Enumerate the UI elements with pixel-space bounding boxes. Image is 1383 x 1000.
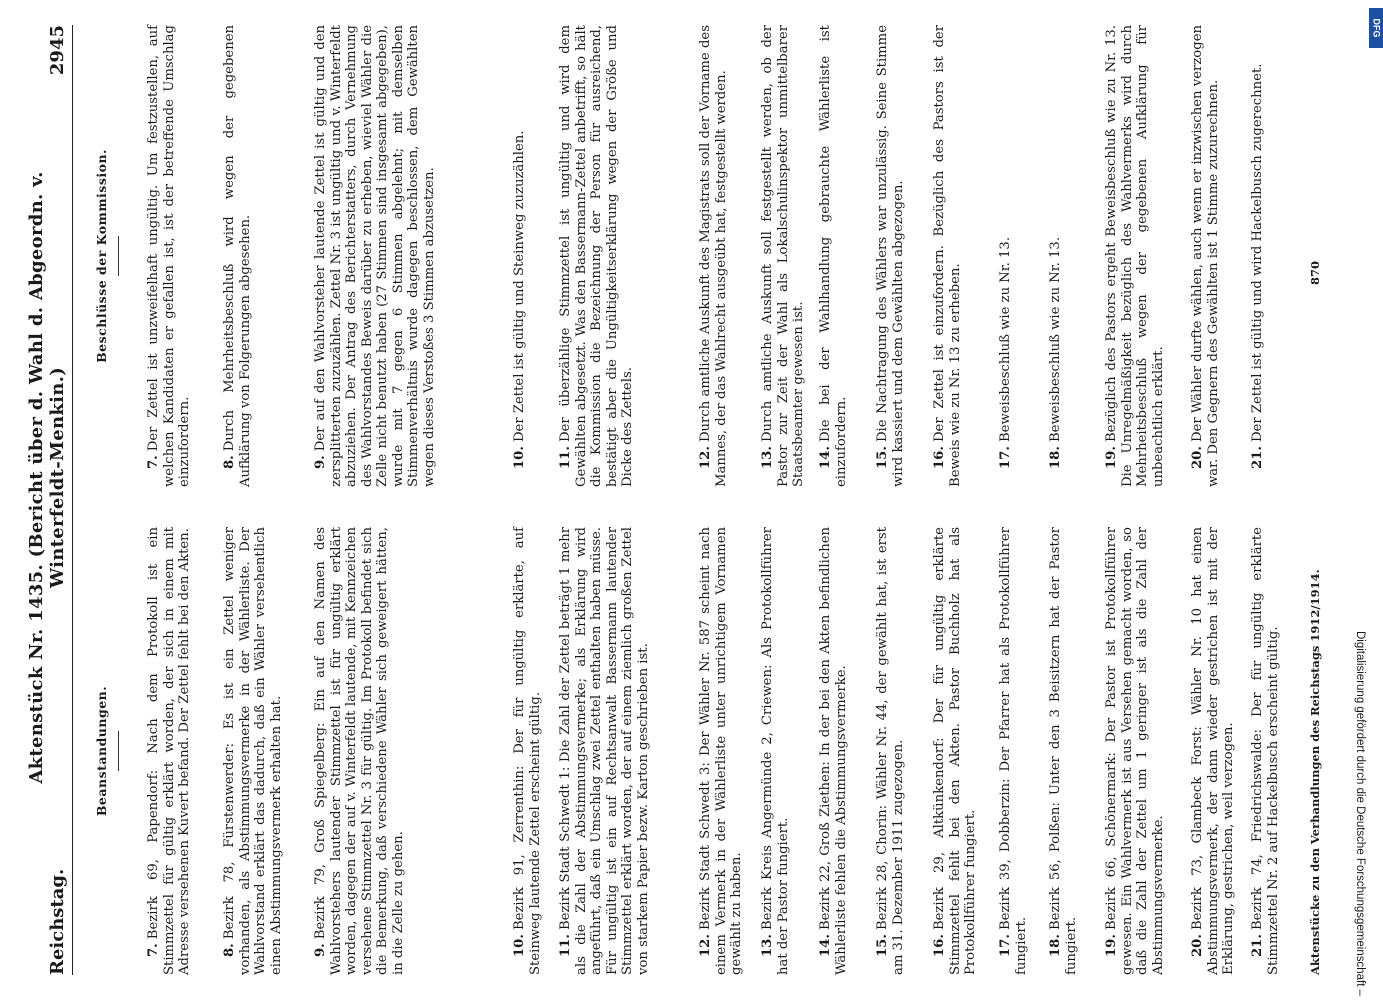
entry-18: 18.Beweisbeschluß wie zu Nr. 13. [1048, 236, 1063, 469]
entry-18: 18.Bezirk 56, Polßen: Unter den 3 Beisitzern hat der Pastor fungiert. [1048, 527, 1079, 975]
digitization-credit [1353, 4, 1379, 996]
entry-14: 14.Bezirk 22, Groß Ziethen: In der bei den Akten befindlichen Wählerliste fehlen die Abstimmungsvermerke. [818, 527, 849, 975]
entry-20: 20.Der Wähler durfte wählen, auch wenn er inzwischen verzogen war. Den Gegnern des Gewählten ist 1 Stimme zuzurechnen. [1190, 25, 1221, 487]
header-title: Aktenstück Nr. 1435. (Bericht über d. Wahl d. Abgeordn. v. Winterfeldt-Menkin.) [26, 171, 68, 784]
entry-8: 8.Durch Mehrheitsbeschluß wird wegen der gegebenen Aufklärung von Folgerungen abgesehen. [222, 25, 253, 487]
entry-16: 16.Der Zettel ist einzufordern. Bezüglich des Pastors ist der Beweis wie zu Nr. 13 zu erheben. [932, 25, 963, 487]
footer-source: Aktenstücke zu den Verhandlungen des Reichstags 1912/1914. [1308, 569, 1322, 975]
credit-text: Digitalisierung gefördert durch die Deutsche Forschungsgemeinschaft – [1354, 630, 1366, 996]
entry-9: 9.Der auf den Wahlvorsteher lautende Zettel ist gültig und den zersplitterten zuzuzählen. Zettel Nr. 3 ist ungültig und v. Winterfeldt abzuziehen. Der Antrag des Berichterstatters, durch Vernehmung des Wahlvorstandes Beweis darüber zu erheben, wieviel Wähler die Zelle nicht benutzt haben (27 Stimmen sind insgesamt abgegeben), wurde mit 7 gegen 6 Stimmen abgelehnt; mit demselben Stimmenverhältnis wurde dagegen beschlossen, dem Gewählten wegen dieses Verstoßes 3 Stimmen abzusetzen. [313, 25, 437, 487]
column-heading: Beschlüsse der Kommission. [94, 149, 109, 363]
page-number: 2945 [47, 25, 68, 76]
header-left: Reichstag. [47, 868, 68, 975]
entry-11: 11.Der überzählige Stimmzettel ist ungültig und wird dem Gewählten abgesetzt. Was den Bassermann-Zettel anbetrifft, so hält die Kommission die Bezeichnung der Person für ausreichend, bestätigt aber die Ungültigkeitserklärung wegen der Größe und Dicke des Zettels. [558, 25, 635, 487]
entry-16: 16.Bezirk 29, Altkünkendorf: Der für ungültig erklärte Stimmzettel fehlt bei den Akten. Pastor Buchholz hat als Protokollführer fungiert. [932, 527, 978, 975]
logo-text: DFG [1371, 18, 1381, 38]
entry-19: 19.Bezirk 66, Schönermark: Der Pastor ist Protokollführer gewesen. Ein Wahlvermerk ist aus Versehen gemacht worden, so daß die Zahl der Zettel um 1 geringer ist als die Zahl der Abstimmungsvermerke. [1104, 527, 1166, 975]
heading-divider [118, 236, 119, 276]
entry-17: 17.Beweisbeschluß wie zu Nr. 13. [998, 236, 1013, 469]
entry-7: 7.Der Zettel ist unzweifelhaft ungültig. Um festzustellen, auf welchen Kandidaten er gefallen ist, ist der betreffende Umschlag einzufordern. [146, 25, 192, 487]
footer-number: 870 [1308, 260, 1322, 285]
entry-15: 15.Bezirk 28, Chorin: Wähler Nr. 44, der gewählt hat, ist erst am 31. Dezember 1911 zugezogen. [875, 527, 906, 975]
entry-15: 15.Die Nachtragung des Wählers war unzulässig. Seine Stimme wird kassiert und dem Gewählten abgezogen. [875, 25, 906, 487]
entry-11: 11.Bezirk Stadt Schwedt 1: Die Zahl der Zettel beträgt 1 mehr als die Zahl der Abstimmungsvermerke; als Erklärung wird angeführt, daß ein Umschlag zwei Zettel enthalten haben müsse. Für ungültig ist ein auf Rechtsanwalt Bassermann lautender Stimmzettel erklärt worden, der auf einem ziemlich großen Zettel von starkem Papier bezw. Karton geschrieben ist. [558, 527, 651, 975]
entry-20: 20.Bezirk 73, Glambeck Forst: Wähler Nr. 10 hat einen Abstimmungsvermerk, der dann wieder gestrichen ist mit der Erklärung, gestrichen, weil verzogen. [1190, 527, 1236, 975]
entry-21: 21.Bezirk 74, Friedrichswalde: Der für ungültig erklärte Stimmzettel Nr. 2 auf Hackelbusch erscheint gültig. [1250, 527, 1281, 975]
entry-9: 9.Bezirk 79, Groß Spiegelberg: Ein auf den Namen des Wahlvorstehers lautender Stimmzettel ist für ungültig erklärt worden, dagegen der auf v. Winterfeldt lautende, mit Kennzeichen versehene Stimmzettel Nr. 3 für gültig. Im Protokoll befindet sich die Bemerkung, daß verschiedene Wähler sich geweigert hätten, in die Zelle zu gehen. [313, 527, 406, 975]
entry-17: 17.Bezirk 39, Dobberzin: Der Pfarrer hat als Protokollführer fungiert. [998, 527, 1029, 975]
column-heading: Beanstandungen. [94, 685, 109, 817]
page-header [26, 25, 73, 975]
entry-14: 14.Die bei der Wahlhandlung gebrauchte Wählerliste ist einzufordern. [818, 25, 849, 487]
entry-10: 10.Der Zettel ist gültig und Steinweg zuzuzählen. [512, 130, 527, 469]
entry-13: 13.Durch amtliche Auskunft soll festgestellt werden, ob der Pastor zur Zeit der Wahl als Lokalschulinspektor unmittelbarer Staatsbeamter gewesen ist. [760, 25, 806, 487]
entry-12: 12.Bezirk Stadt Schwedt 3: Der Wähler Nr. 587 scheint nach einem Vermerk in der Wählerliste unter unrichtigem Vornamen gewählt zu haben. [698, 527, 744, 975]
entry-12: 12.Durch amtliche Auskunft des Magistrats soll der Vorname des Mannes, der das Wahlrecht ausgeübt hat, festgestellt werden. [698, 25, 729, 487]
entry-7: 7.Bezirk 69, Papendorf: Nach dem Protokoll ist ein Stimmzettel für gültig erklärt worden, der sich in einem mit Adresse versehenen Kuvert befand. Der Zettel fehlt bei den Akten. [146, 527, 192, 975]
column-beanstandungen [80, 527, 1281, 975]
entry-13: 13.Bezirk Kreis Angermünde 2, Criewen: Als Protokollführer hat der Pastor fungiert. [760, 527, 791, 975]
heading-divider [118, 731, 119, 771]
dfg-logo [1369, 8, 1383, 48]
entry-10: 10.Bezirk 91, Zerrenthin: Der für ungültig erklärte, auf Steinweg lautende Zettel erscheint gültig. [512, 527, 543, 975]
column-beschluesse [80, 25, 1265, 487]
entry-21: 21.Der Zettel ist gültig und wird Hackelbusch zugerechnet. [1250, 63, 1265, 469]
entry-19: 19.Bezüglich des Pastors ergeht Beweisbeschluß wie zu Nr. 13. Die Unregelmäßigkeit bezüglich des Wahlvermerks wird durch Mehrheitsbeschluß wegen der gegebenen Aufklärung für unbeachtlich erklärt. [1104, 25, 1166, 487]
document-page [26, 25, 1340, 975]
entry-8: 8.Bezirk 78, Fürstenwerder: Es ist ein Zettel weniger vorhanden, als Abstimmungsvermerke in der Wählerliste. Der Wahlvorstand erklärt das dadurch, daß ein Wähler versehentlich einen Abstimmungsvermerk erhalten hat. [222, 527, 284, 975]
